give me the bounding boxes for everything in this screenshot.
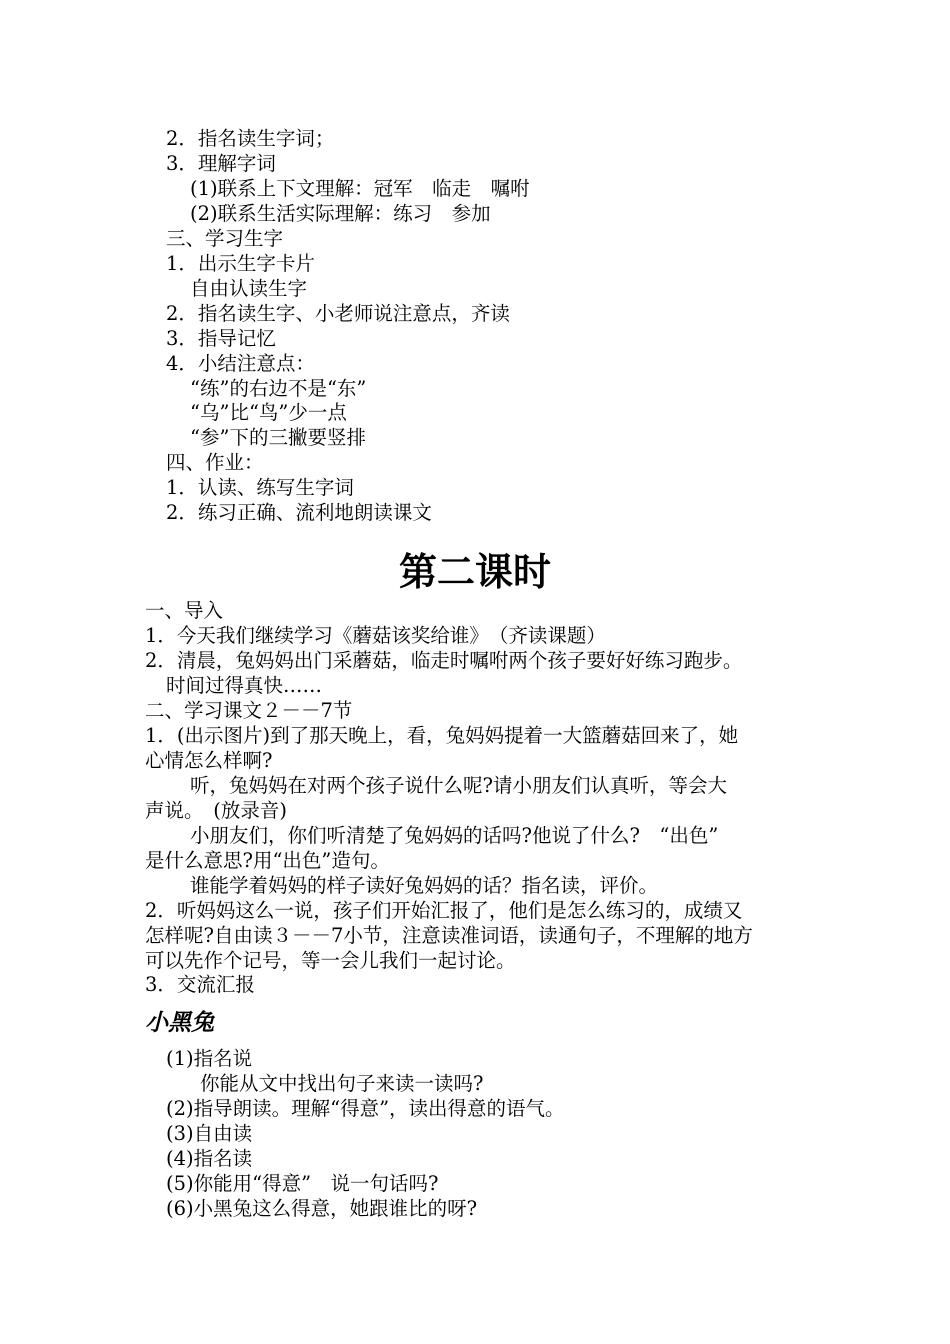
text-line: 2．清晨，兔妈妈出门采蘑菇，临走时嘱咐两个孩子要好好练习跑步。	[145, 649, 743, 672]
text-line: 2．练习正确、流利地朗读课文	[166, 501, 432, 524]
section-heading: 三、学习生字	[166, 227, 284, 250]
text-line: “参”下的三撇要竖排	[190, 426, 366, 449]
section-heading: 一、导入	[145, 599, 224, 622]
lesson-title: 第二课时	[398, 550, 551, 594]
text-line: (5)你能用“得意” 说一句话吗?	[166, 1172, 439, 1195]
text-line: 你能从文中找出句子来读一读吗?	[200, 1072, 484, 1095]
text-line: (3)自由读	[166, 1122, 253, 1145]
text-line: 1．认读、练写生字词	[166, 476, 354, 499]
section-heading: 四、作业：	[166, 451, 264, 474]
text-line: 谁能学着妈妈的样子读好兔妈妈的话？指名读，评价。	[190, 874, 659, 897]
text-line: 声说。 (放录音)	[145, 799, 287, 822]
text-line: (4)指名读	[166, 1147, 253, 1170]
text-line: (2)指导朗读。理解“得意”，读出得意的语气。	[166, 1097, 565, 1120]
text-line: 2．指名读生字、小老师说注意点，齐读	[166, 302, 510, 325]
text-line: (2)联系生活实际理解：练习 参加	[190, 202, 491, 225]
text-line: 3．理解字词	[166, 152, 276, 175]
text-line: 2．听妈妈这么一说，孩子们开始汇报了，他们是怎么练习的，成绩又	[145, 899, 743, 922]
text-line: 1．(出示图片)到了那天晚上，看，兔妈妈提着一大篮蘑菇回来了，她	[145, 724, 739, 747]
text-line: 时间过得真快……	[166, 674, 323, 697]
text-line: 4．小结注意点：	[166, 352, 315, 375]
text-line: 听，兔妈妈在对两个孩子说什么呢?请小朋友们认真听，等会大	[190, 774, 727, 797]
section-heading: 二、学习课文２－－7节	[145, 699, 353, 722]
subheading: 小黑兔	[145, 1010, 214, 1036]
text-line: 怎样呢?自由读３－－7小节，注意读准词语，读通句子，不理解的地方	[145, 924, 753, 947]
text-line: 3．指导记忆	[166, 327, 276, 350]
text-line: 是什么意思?用“出色”造句。	[145, 849, 390, 872]
text-line: 2．指名读生字词；	[166, 127, 335, 150]
text-line: (1)联系上下文理解：冠军 临走 嘱咐	[190, 177, 530, 200]
text-line: (6)小黑兔这么得意，她跟谁比的呀?	[166, 1197, 478, 1220]
text-line: 3．交流汇报	[145, 973, 255, 996]
text-line: 可以先作个记号，等一会儿我们一起讨论。	[145, 949, 516, 972]
text-line: 心情怎么样啊?	[145, 749, 273, 772]
text-line: 1．今天我们继续学习《蘑菇该奖给谁》 （齐读课题）	[145, 624, 606, 647]
text-line: 1．出示生字卡片	[166, 252, 315, 275]
text-line: (1)指名说	[166, 1047, 253, 1070]
text-line: 自由认读生字	[190, 277, 308, 300]
text-line: “练”的右边不是“东”	[190, 377, 367, 400]
text-line: 小朋友们，你们听清楚了兔妈妈的话吗?他说了什么? “出色”	[190, 824, 719, 847]
text-line: “乌”比“鸟”少一点	[190, 401, 347, 424]
